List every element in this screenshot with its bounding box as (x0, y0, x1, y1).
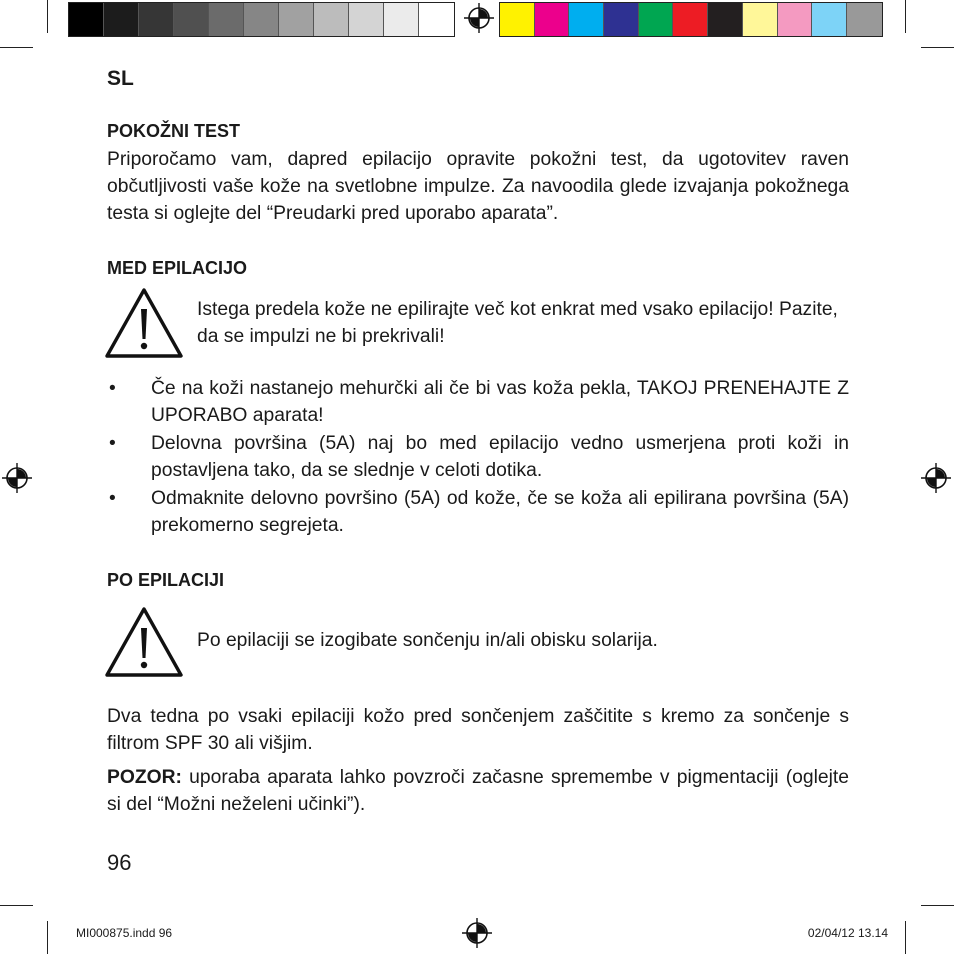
color-swatch (139, 3, 174, 36)
crop-mark-bottom-left-h (0, 905, 33, 906)
list-item (107, 375, 849, 429)
color-swatch (812, 3, 847, 36)
warning-text-after-epilation: Po epilaciji se izogibate sončenju in/ali obisku solarija. (197, 630, 658, 651)
color-swatch (604, 3, 639, 36)
crop-mark-top-left-v (47, 0, 48, 33)
page-number: 96 (107, 850, 132, 875)
color-swatch (104, 3, 139, 36)
crop-mark-top-right-h (921, 47, 954, 48)
color-swatch (174, 3, 209, 36)
warning-triangle-icon (104, 606, 184, 678)
color-swatch (384, 3, 419, 36)
color-swatch (209, 3, 244, 36)
color-swatch (743, 3, 778, 36)
color-swatch (708, 3, 743, 36)
caution-text: uporaba aparata lahko povzroči začasne spremembe v pigmentaciji (oglejte si del “Možni neželeni učinki”). (107, 767, 849, 815)
color-swatch (419, 3, 454, 36)
list-item (107, 430, 849, 484)
color-swatch (500, 3, 535, 36)
registration-target-icon (462, 918, 492, 948)
color-swatch (69, 3, 104, 36)
list-item-text: Odmaknite delovno površino (5A) od kože, če se koža ali epilirana površina (5A) prekomerno segrejeta. (151, 488, 849, 536)
color-swatch (673, 3, 708, 36)
bullet-icon: • (109, 378, 116, 399)
color-swatch (535, 3, 570, 36)
section-heading-during-epilation: MED EPILACIJO (107, 258, 248, 278)
registration-target-icon (464, 3, 494, 33)
section-body-skin-test: Priporočamo vam, dapred epilacijo opravite pokožni test, da ugotovitev raven občutljivosti vaše kože na svetlobne impulze. Za navoodila glede izvajanja pokožnega testa si oglejte del “Preudarki pred uporabo aparata”. (107, 149, 849, 224)
color-swatch (778, 3, 813, 36)
footer-date-time: 02/04/12 13.14 (807, 926, 888, 940)
bullet-icon: • (109, 488, 116, 509)
grayscale-color-bar (68, 2, 455, 37)
footer-file-name: MI000875.indd 96 (76, 926, 173, 940)
precaution-list (107, 375, 849, 540)
crop-mark-bottom-right-v (905, 921, 906, 954)
registration-target-icon (2, 463, 32, 493)
section-heading-skin-test: POKOŽNI TEST (107, 121, 241, 141)
crop-mark-top-right-v (905, 0, 906, 33)
list-item-text: Če na koži nastanejo mehurčki ali če bi vas koža pekla, TAKOJ PRENEHAJTE Z UPORABO aparata! (151, 378, 849, 426)
warning-triangle-icon (104, 287, 184, 359)
color-swatch (569, 3, 604, 36)
caution-label: POZOR: (107, 767, 182, 788)
list-item (107, 485, 849, 539)
color-swatch (314, 3, 349, 36)
crop-mark-bottom-left-v (47, 921, 48, 954)
caution-note (107, 764, 849, 818)
registration-target-icon (921, 463, 951, 493)
section-body-after-epilation: Dva tedna po vsaki epilaciji kožo pred sončenjem zaščitite s kremo za sončenje s filtrom SPF 30 ali višjim. (107, 706, 849, 754)
color-swatch (244, 3, 279, 36)
color-swatch (639, 3, 674, 36)
color-swatch (279, 3, 314, 36)
bullet-icon: • (109, 433, 116, 454)
warning-text-during-epilation: Istega predela kože ne epilirajte več kot enkrat med vsako epilacijo! Pazite, da se impulzi ne bi prekrivali! (197, 299, 838, 347)
list-item-text: Delovna površina (5A) naj bo med epilacijo vedno usmerjena proti koži in postavljena tako, da se slednje v celoti dotika. (151, 433, 849, 481)
language-code: SL (107, 67, 134, 90)
section-heading-after-epilation: PO EPILACIJI (107, 570, 225, 590)
crop-mark-bottom-right-h (921, 905, 954, 906)
crop-mark-top-left-h (0, 47, 33, 48)
color-swatch (349, 3, 384, 36)
process-color-bar (499, 2, 883, 37)
color-swatch (847, 3, 882, 36)
